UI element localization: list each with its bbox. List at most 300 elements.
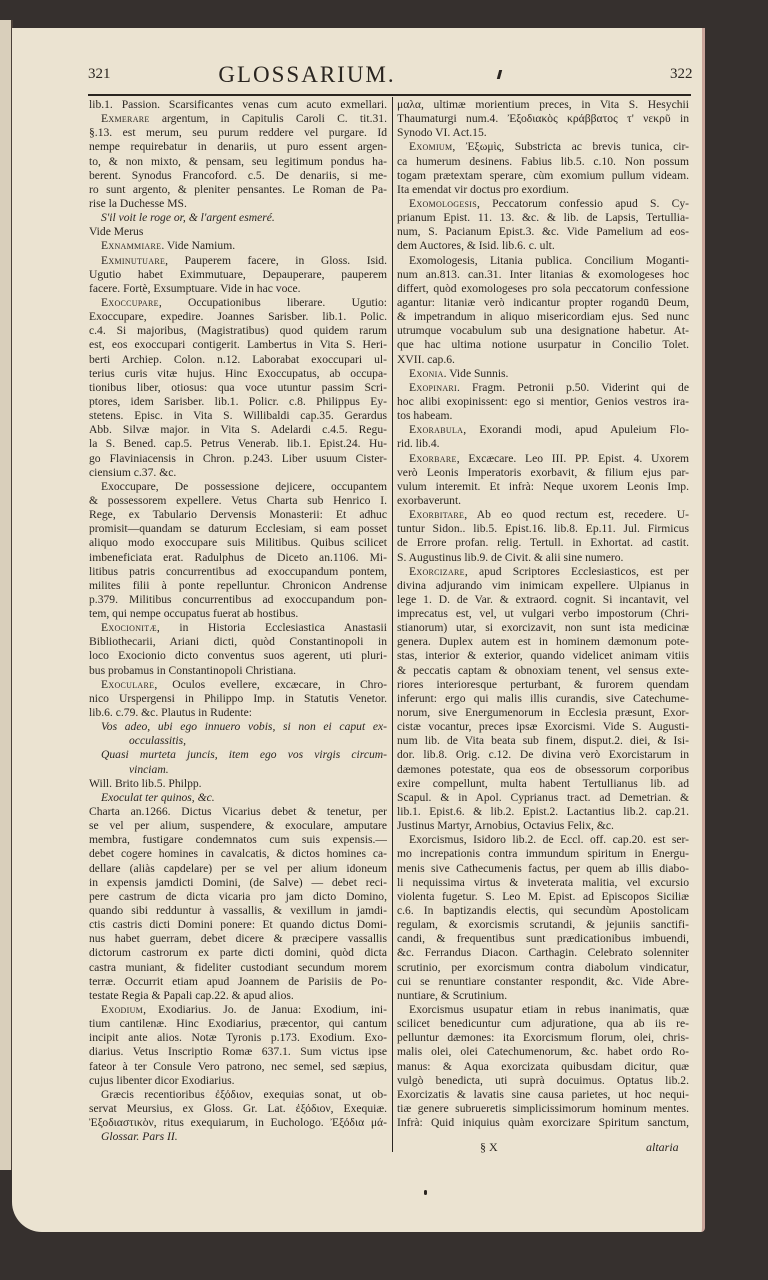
line-text: terius curis vitæ hujus. Hinc Exoccupatus, ab occupa- <box>89 366 387 380</box>
text-line <box>89 480 387 494</box>
text-line <box>397 126 689 140</box>
line-text: inferunt: ergo qui malis illis curandis, sive Catechume- <box>397 691 689 705</box>
line-text: , Pauperem facere, in Gloss. Isid. <box>165 253 387 267</box>
text-line <box>397 734 689 748</box>
line-text: Vide Merus <box>89 225 144 239</box>
line-text: , Occupationibus liberare. Ugutio: <box>158 295 387 309</box>
text-line <box>89 734 387 748</box>
headword: Exomologesis <box>409 196 478 210</box>
line-text: berent. Synodus Francoford. c.5. De denariis, si me- <box>89 168 387 182</box>
text-line <box>397 551 689 565</box>
headword: Exocionitæ <box>101 621 157 635</box>
text-line <box>397 1003 689 1017</box>
left-column <box>89 98 387 1144</box>
text-line <box>397 579 689 593</box>
text-line <box>89 862 387 876</box>
text-line <box>397 1088 689 1102</box>
text-line <box>397 395 689 409</box>
text-line <box>89 126 387 140</box>
line-text: ro sunt argento, & pleniter pensantes. Le Roman de Pa- <box>89 182 387 196</box>
line-text: Quasi murteta juncis, item ego vos virgis circum- <box>101 748 387 762</box>
text-line <box>89 975 387 989</box>
text-line <box>397 635 689 649</box>
line-text: cui se renuntiare constanter respondit, &c. Vide Abre- <box>397 974 689 988</box>
text-line <box>89 437 387 451</box>
line-text: servat Meursius, ex Gloss. Gr. Lat. ἐξόδιον, Exequiæ. <box>89 1101 387 1115</box>
text-line <box>397 480 689 494</box>
entry-headword-line <box>397 381 689 395</box>
line-text: regulam, & exorcismis scrutandi, & jejuniis sanctifi- <box>397 918 689 932</box>
text-line <box>89 1102 387 1116</box>
text-line <box>89 98 387 112</box>
headword: Exomium <box>409 140 453 154</box>
line-text: dictorum castrorum ex parte dicti domini, quòd dicta <box>89 946 387 960</box>
line-text: , Peccatorum confessio apud S. Cy- <box>477 196 689 210</box>
text-line <box>89 155 387 169</box>
text-line <box>397 706 689 720</box>
line-text: Infrà: Quid iniquius quàm exorcizare Spiritum sanctum, <box>397 1116 689 1130</box>
text-line <box>89 551 387 565</box>
text-line <box>397 310 689 324</box>
text-line <box>397 466 689 480</box>
line-text: facere. Fortè, Exsumptuare. Vide in hac voce. <box>89 281 301 295</box>
line-text: Ἐξοδιαστικὸν, ritus exequiarum, in Euchologo. Ἐξόδια μά- <box>89 1116 387 1130</box>
text-line <box>397 720 689 734</box>
line-text: candi, & frequentibus sunt prædicationibus imbuendi, <box>397 932 689 946</box>
headword: Exodium <box>101 1003 144 1016</box>
line-text: lib.6. c.79. &c. Plautus in Rudente: <box>89 706 252 720</box>
line-text: stas, interior & exterior, quando videlicet animam vitiis <box>397 649 689 663</box>
line-text: nempe requirebatur in denariis, ut puro essent argen- <box>89 140 387 154</box>
text-line <box>397 932 689 946</box>
line-text: verò Leonis Imperatoris exorbavit, & filium ejus par- <box>397 465 689 479</box>
line-text: exorbaverunt. <box>397 493 462 507</box>
line-text: , Ab eo quod rectum est, recedere. U- <box>464 508 689 522</box>
line-text: lege 1. D. de Var. & extraord. cognit. Si incantavit, vel <box>397 592 689 606</box>
text-line <box>397 522 689 536</box>
text-line <box>397 211 689 225</box>
line-text: tuntur Sidon.. lib.5. Epist.16. lib.8. Ep.11. Jul. Firmicus <box>397 522 689 536</box>
text-line <box>89 494 387 508</box>
line-text: litibus patris concurrentibus ad exoccupandum pontem, <box>89 564 387 578</box>
line-text: Exoccupare, De possessione dejicere, occupantem <box>101 479 387 493</box>
text-line <box>397 763 689 777</box>
text-line <box>89 805 387 819</box>
text-line <box>89 353 387 367</box>
entry-headword-line <box>89 254 387 268</box>
line-text: Ugutio habet Eximmutuare, Depauperare, pauperem <box>89 267 387 281</box>
line-text: nus habet guerram, debet dicere & præcipere vassallis <box>89 932 387 946</box>
text-line <box>89 140 387 154</box>
line-text: vinciam. <box>129 762 169 776</box>
line-text: pere castrum de dicta vicaria pro jam dicto Domino, <box>89 889 387 903</box>
line-text: nico Urspergensi in Philippo Imp. in Statutis Venetor. <box>89 691 387 705</box>
line-text: pelluntur dæmones: ita Exorcismum florum, olei, chris- <box>397 1031 689 1045</box>
line-text: Glossar. Pars II. <box>101 1130 178 1144</box>
line-text: scrutinio, per exorcismum contra diabolum vindicatur, <box>397 960 689 974</box>
text-line <box>397 183 689 197</box>
text-line <box>89 833 387 847</box>
text-line <box>397 254 689 268</box>
line-text: milites filii à ponte repelluntur. Chronicon Andrense <box>89 578 387 592</box>
headword: Exorcizare <box>409 564 465 578</box>
line-text: & peccatis captam & obnoxiam tenent, vel sensus exte- <box>397 663 689 677</box>
line-text: imprecatus est, vel, ut vulgari verbo impostorum (Chri- <box>397 607 689 621</box>
headword: Exnammiare <box>101 239 162 253</box>
text-line <box>397 607 689 621</box>
line-text: scilicet benedicuntur cum adjuratione, qua ab iis re- <box>397 1017 689 1031</box>
line-text: . Vide Sunnis. <box>443 366 509 380</box>
line-text: go Flaviniacensis in Chron. p.243. Liber usuum Cister- <box>89 451 387 465</box>
headword: Exorabula <box>409 423 464 437</box>
ink-speck <box>424 1190 427 1195</box>
line-text: hoc alibi exopinissent: ego si mentior, Genios vestros ira- <box>397 394 689 408</box>
line-text: . Vide Namium. <box>161 239 236 253</box>
text-line <box>397 918 689 932</box>
text-line <box>89 1045 387 1059</box>
entry-headword-line <box>89 621 387 635</box>
text-line <box>89 635 387 649</box>
line-text: castra muniant, & fideliter custodiant secundum morem <box>89 960 387 974</box>
line-text: Exomologesis, Litania publica. Concilium Moganti- <box>409 253 689 267</box>
line-text: cistæ vocantur, preces ipsæ Exorcismi. Vide S. Augusti- <box>397 720 689 734</box>
line-text: num an.813. can.31. Inter litanias & exomologeses hoc <box>397 267 689 281</box>
line-text: de Errore profan. relig. Tertull. in Exhortat. ad castit. <box>397 536 689 550</box>
text-line <box>89 1060 387 1074</box>
text-line <box>397 862 689 876</box>
text-line <box>397 324 689 338</box>
text-line <box>89 918 387 932</box>
line-text: membra, fustigare condemnatos cum suis expensis.— <box>89 833 387 847</box>
line-text: fateor à ter Consule Vero patrono, nec semel, sed sæpius, <box>89 1059 387 1073</box>
running-title: GLOSSARIUM. <box>218 62 396 87</box>
line-text: stetens. Episc. in Vita S. Willibaldi cap.35. Gerardus <box>89 409 387 423</box>
text-line <box>89 748 387 762</box>
line-text: la S. Bened. cap.5. Petrus Venerab. lib.1. Epist.24. Hu- <box>89 437 387 451</box>
right-column <box>397 98 689 1130</box>
line-text: Justinus Martyr, Arnobius, Octavius Felix, &c. <box>397 819 614 833</box>
line-text: argentum, in Capitulis Caroli C. tit.31. <box>149 112 387 126</box>
line-text: Græcis recentioribus ἐξόδιον, exequias sonat, ut ob- <box>101 1087 387 1101</box>
text-line <box>397 155 689 169</box>
line-text: Thaumaturgi num.4. Ἐξοδιακὸς κράββατος τ' νεκρῦ in <box>397 112 689 126</box>
entry-headword-line <box>89 678 387 692</box>
entry-headword-line <box>397 565 689 579</box>
line-text: violenta fugetur. S. Leo M. Epist. ad Episcopos Siciliæ <box>397 889 689 903</box>
text-line <box>89 763 387 777</box>
line-text: exire compellunt, multa habent Tertullianus lib. ad <box>397 776 689 790</box>
text-line <box>397 268 689 282</box>
line-text: lib.1. Epist.6. & lib.2. Epist.2. Lactantius lib.2. cap.21. <box>397 805 689 819</box>
entry-headword-line <box>397 140 689 154</box>
text-line <box>89 664 387 678</box>
line-text: imbeneficiata erat. Radulphus de Diceto an.1106. Mi- <box>89 550 387 564</box>
text-line <box>89 692 387 706</box>
text-line <box>89 720 387 734</box>
line-text: tium cantilenæ. Hinc Exodiarius, præcentor, qui cantum <box>89 1017 387 1031</box>
line-text: aliquo modo exoccupare suis Militibus. Quibus scilicet <box>89 536 387 550</box>
line-text: li nequissima virtus & inveterata malitia, vel excursio <box>397 875 689 889</box>
text-line <box>397 819 689 833</box>
line-text: incipit ante alios. Notæ Tyronis p.173. Exodium. Exo- <box>89 1031 387 1045</box>
text-line <box>397 890 689 904</box>
line-text: tem, qui nempe occupatus fuerat ab hostibus. <box>89 607 299 621</box>
headword: Exoccupare <box>101 295 159 309</box>
line-text: , Exodiarius. Jo. de Janua: Exodium, ini- <box>143 1003 387 1016</box>
text-line <box>397 904 689 918</box>
text-line <box>89 946 387 960</box>
line-text: . Fragm. Petronii p.50. Viderint qui de <box>457 380 689 394</box>
text-line <box>397 777 689 791</box>
text-line <box>397 1060 689 1074</box>
text-line <box>397 664 689 678</box>
line-text: Exoculat ter quinos, &c. <box>101 790 215 804</box>
text-line <box>89 706 387 720</box>
text-line <box>397 748 689 762</box>
line-text: norum, sive Energumenorum in Ecclesia præsunt, Exor- <box>397 706 689 720</box>
line-text: Synodo VI. Act.15. <box>397 126 487 140</box>
line-text: vulum interemit. Et infrà: Neque uxorem Leonis Imp. <box>397 479 689 493</box>
line-text: Abb. Silvæ major. in Vita S. Adelardi c.4.5. Regu- <box>89 423 387 437</box>
line-text: ciensium c.37. &c. <box>89 465 177 479</box>
entry-headword-line <box>397 452 689 466</box>
entry-headword-line <box>89 239 387 253</box>
line-text: diarius. Vetus Inscriptio Romæ 637.1. Sum victus ipse <box>89 1045 387 1059</box>
text-line <box>397 409 689 423</box>
line-text: Exorcismus, Isidoro lib.2. de Eccl. off. cap.20. est ser- <box>409 833 689 847</box>
line-text: mo increpationis contra immundum spiritum in Energu- <box>397 847 689 861</box>
text-line <box>397 1045 689 1059</box>
text-line <box>89 890 387 904</box>
line-text: cujus libenter dicor Exodiarius. <box>89 1073 235 1087</box>
line-text: , apud Scriptores Ecclesiasticos, est per <box>464 564 689 578</box>
header-rule <box>88 94 691 96</box>
text-line <box>397 494 689 508</box>
line-text: Will. Brito lib.5. Philpp. <box>89 776 202 790</box>
line-text: Vos adeo, ubi ego innuero vobis, si non ei caput ex- <box>101 720 387 734</box>
text-line <box>89 367 387 381</box>
line-text: Scapul. & in Apol. Cyprianus tract. ad Demetrian. & <box>397 790 689 804</box>
line-text: vulgò benedicta, uti suprà docuimus. Optatus lib.2. <box>397 1073 689 1087</box>
text-line <box>397 678 689 692</box>
text-line <box>89 904 387 918</box>
line-text: dor. lib.8. Orig. c.12. De divina verò Exorcistarum in <box>397 748 689 762</box>
text-line <box>89 536 387 550</box>
text-line <box>397 1074 689 1088</box>
line-text: c.4. Si majoribus, (Magistratibus) quod quidem rarum <box>89 324 387 338</box>
text-line <box>89 1074 387 1088</box>
text-line <box>397 1031 689 1045</box>
text-line <box>397 169 689 183</box>
line-text: berti Archiep. Colon. n.12. Laborabat exoccupari ul- <box>89 352 387 366</box>
line-text: tiæ genere subrueretis simplicissimorum hominum mentes. <box>397 1101 689 1115</box>
line-text: differt, quòd exomologeses pro sola peccatorum confessione <box>397 281 689 295</box>
line-text: Exorcizatis & lavatis sine causa parietes, ut hoc nequi- <box>397 1087 689 1101</box>
text-line <box>89 777 387 791</box>
line-text: dæmones potestate, qua eos de obsessorum corporibus <box>397 762 689 776</box>
headword: Exorbare <box>409 451 457 465</box>
text-line <box>89 579 387 593</box>
text-line <box>397 975 689 989</box>
text-line <box>89 1017 387 1031</box>
entry-headword-line <box>89 296 387 310</box>
text-line <box>397 847 689 861</box>
text-line <box>89 876 387 890</box>
text-line <box>89 338 387 352</box>
line-text: Ita emendat vir doctus pro exordium. <box>397 182 569 196</box>
line-text: dellare (aliàs capdelare) per se vel per alium idoneum <box>89 861 387 875</box>
text-line <box>397 649 689 663</box>
text-line <box>397 225 689 239</box>
line-text: agantur: litaniæ verò indicantur propter rogandū Deum, <box>397 295 689 309</box>
headword: Exorbitare <box>409 508 465 522</box>
line-text: &c. Ferrandus Diacon. Carthagin. Celebrato solenniter <box>397 946 689 960</box>
line-text: S'il voit le roge or, & l'argent esmeré. <box>101 211 275 225</box>
text-line <box>397 239 689 253</box>
text-line <box>397 692 689 706</box>
entry-headword-line <box>397 508 689 522</box>
line-text: ctis castris dicti Domini ponere: Et quando dictus Domi- <box>89 918 387 932</box>
line-text: ca humerum desinens. Fabius lib.5. c.10. Non possum <box>397 154 689 168</box>
line-text: genera. Duplex autem est in hominem dæmonum pote- <box>397 635 689 649</box>
line-text: est, eos exoccupari contigerit. Lambertus in Vita S. Heri- <box>89 338 387 352</box>
signature-mark: § X <box>480 1140 498 1154</box>
text-line <box>89 452 387 466</box>
line-text: dem Auctores, & Isid. lib.6. c. ult. <box>397 239 555 253</box>
page-number-left: 321 <box>88 66 111 82</box>
line-text: togam prætextam sperare, cùm exomium pullum videam. <box>397 168 689 182</box>
text-line <box>89 1088 387 1102</box>
line-text: se vel per alium, suspendere, & exoculare, amputare <box>89 819 387 833</box>
text-line <box>89 310 387 324</box>
text-line <box>397 621 689 635</box>
text-line <box>89 1130 387 1144</box>
text-line <box>397 282 689 296</box>
line-text: & impetrandum in aliquo misericordiam ejus. Sed nunc <box>397 310 689 324</box>
line-text: to, & non mixto, & pensam, seu legitimum pondus ha- <box>89 154 387 168</box>
text-line <box>89 508 387 522</box>
line-text: quando sibi redduntur à vassallis, & vexillum in jamdi- <box>89 904 387 918</box>
line-text: , Oculos evellere, excæcare, in Chro- <box>154 677 387 691</box>
line-text: loco Exocionio dicto conventus suos agerent, uti pluri- <box>89 649 387 663</box>
text-line <box>89 409 387 423</box>
column-divider <box>392 97 393 1152</box>
text-line <box>89 989 387 1003</box>
line-text: tionibus liber, otiosus: qua voce utuntur passim Scri- <box>89 380 387 394</box>
line-text: riores interioresque perturbant, & furorem quendam <box>397 677 689 691</box>
text-line <box>89 565 387 579</box>
headword: Exopinari <box>409 380 458 394</box>
text-line <box>89 466 387 480</box>
text-line <box>89 197 387 211</box>
line-text: menis sive Cathecumenis factus, per quem ab illis diabo- <box>397 861 689 875</box>
line-text: malis olei, olei Catechumenorum, &c. habet ordo Ro- <box>397 1045 689 1059</box>
line-text: promisit—quandam se daturum Ecclesiam, si eam posset <box>89 522 387 536</box>
text-line <box>89 324 387 338</box>
line-text: & possessorem expellere. Vetus Charta sub Henrico I. <box>89 493 387 507</box>
page-number-right: 322 <box>670 66 693 82</box>
catchword: altaria <box>646 1140 679 1154</box>
entry-headword-line <box>397 197 689 211</box>
line-text: Charta an.1266. Dictus Vicarius debet & tenetur, per <box>89 805 387 819</box>
text-line <box>397 338 689 352</box>
text-line <box>397 805 689 819</box>
line-text: debet cogere homines in cavalcatis, & dictos homines ca- <box>89 847 387 861</box>
headword: Exonia <box>409 366 444 380</box>
line-text: manus: & Aqua exorcizata quibusdam dicitur, quæ <box>397 1059 689 1073</box>
line-text: , Exorandi modi, apud Apuleium Flo- <box>463 423 689 437</box>
text-line <box>89 593 387 607</box>
line-text: prianum Epist. 11. 13. &c. & lib. de Lapsis, Tertullia- <box>397 211 689 225</box>
text-line <box>397 876 689 890</box>
text-line <box>89 1031 387 1045</box>
line-text: bus probamus in Constantinopoli Christiana. <box>89 663 297 677</box>
text-line <box>89 961 387 975</box>
line-text: occulassitis, <box>129 734 187 748</box>
line-text: Bibliothecarii, Ariani dicti, quòd Constantinopoli in <box>89 635 387 649</box>
entry-headword-line <box>397 367 689 381</box>
text-line <box>89 423 387 437</box>
headword: Exmerare <box>101 112 150 126</box>
headword: Exminutuare <box>101 253 166 267</box>
text-line <box>397 1017 689 1031</box>
entry-headword-line <box>397 423 689 437</box>
text-line <box>89 847 387 861</box>
text-line <box>397 833 689 847</box>
text-line <box>397 593 689 607</box>
line-text: , in Historia Ecclesiastica Anastasii <box>156 621 387 635</box>
line-text: ptores, idem Sarisber. lib.1. Policr. c.8. Philippus Ey- <box>89 394 387 408</box>
text-line <box>397 296 689 310</box>
text-line <box>397 112 689 126</box>
line-text: terræ. Occurrit etiam apud Joannem de Parisiis de Po- <box>89 974 387 988</box>
line-text: §.13. est merum, seu purum reddere vel purgare. Id <box>89 126 387 140</box>
entry-headword-line <box>89 1003 387 1017</box>
line-text: Exoccupare, expedire. Joannes Sarisber. lib.1. Polic. <box>89 310 387 324</box>
line-text: S. Augustinus lib.9. de Civit. & alii sine numero. <box>397 550 624 564</box>
line-text: que hac ultima notione usurpatur in Concilio Tolet. <box>397 338 689 352</box>
text-line <box>89 649 387 663</box>
text-line <box>397 989 689 1003</box>
line-text: , Excæcare. Leo III. PP. Epist. 4. Uxorem <box>456 451 689 465</box>
line-text: nuntiare, & Scrutinium. <box>397 988 508 1002</box>
line-text: rise la Duchesse MS. <box>89 196 187 210</box>
line-text: Rege, ex Tabulario Dervensis Monasterii: Et adhuc <box>89 508 387 522</box>
line-text: lib.1. Passion. Scarsificantes venas cum acuto exmellari. <box>89 98 387 111</box>
entry-headword-line <box>89 112 387 126</box>
text-line <box>89 395 387 409</box>
text-line <box>89 381 387 395</box>
line-text: num lib. de Vita beata sub finem, disput.2. diei, & Isi- <box>397 734 689 748</box>
text-line <box>89 225 387 239</box>
line-text: testate Regia & Papali cap.22. & apud alios. <box>89 988 294 1002</box>
headword: Exoculare <box>101 677 155 691</box>
line-text: rid. lib.4. <box>397 437 440 451</box>
line-text: μαλα, ultimæ morientium preces, in Vita S. Hesychii <box>397 98 689 111</box>
line-text: num, S. Pacianum Epist.3. &c. Vide Pamelium ad eos- <box>397 225 689 239</box>
line-text: , Ἐξωμὶς, Substricta ac brevis tunica, cir- <box>452 140 689 154</box>
line-text: stianorum) utar, si exorcizavit, non sunt ista medicinæ <box>397 621 689 635</box>
text-line <box>397 961 689 975</box>
line-text: XVII. cap.6. <box>397 352 455 366</box>
text-line <box>397 98 689 112</box>
text-line <box>89 522 387 536</box>
text-line <box>397 1116 689 1130</box>
line-text: in expensis jamdicti Domini, (de Salve) — debet reci- <box>89 875 387 889</box>
line-text: Exorcismus usupatur etiam in rebus inanimatis, quæ <box>409 1003 689 1016</box>
text-line <box>89 607 387 621</box>
text-line <box>89 169 387 183</box>
